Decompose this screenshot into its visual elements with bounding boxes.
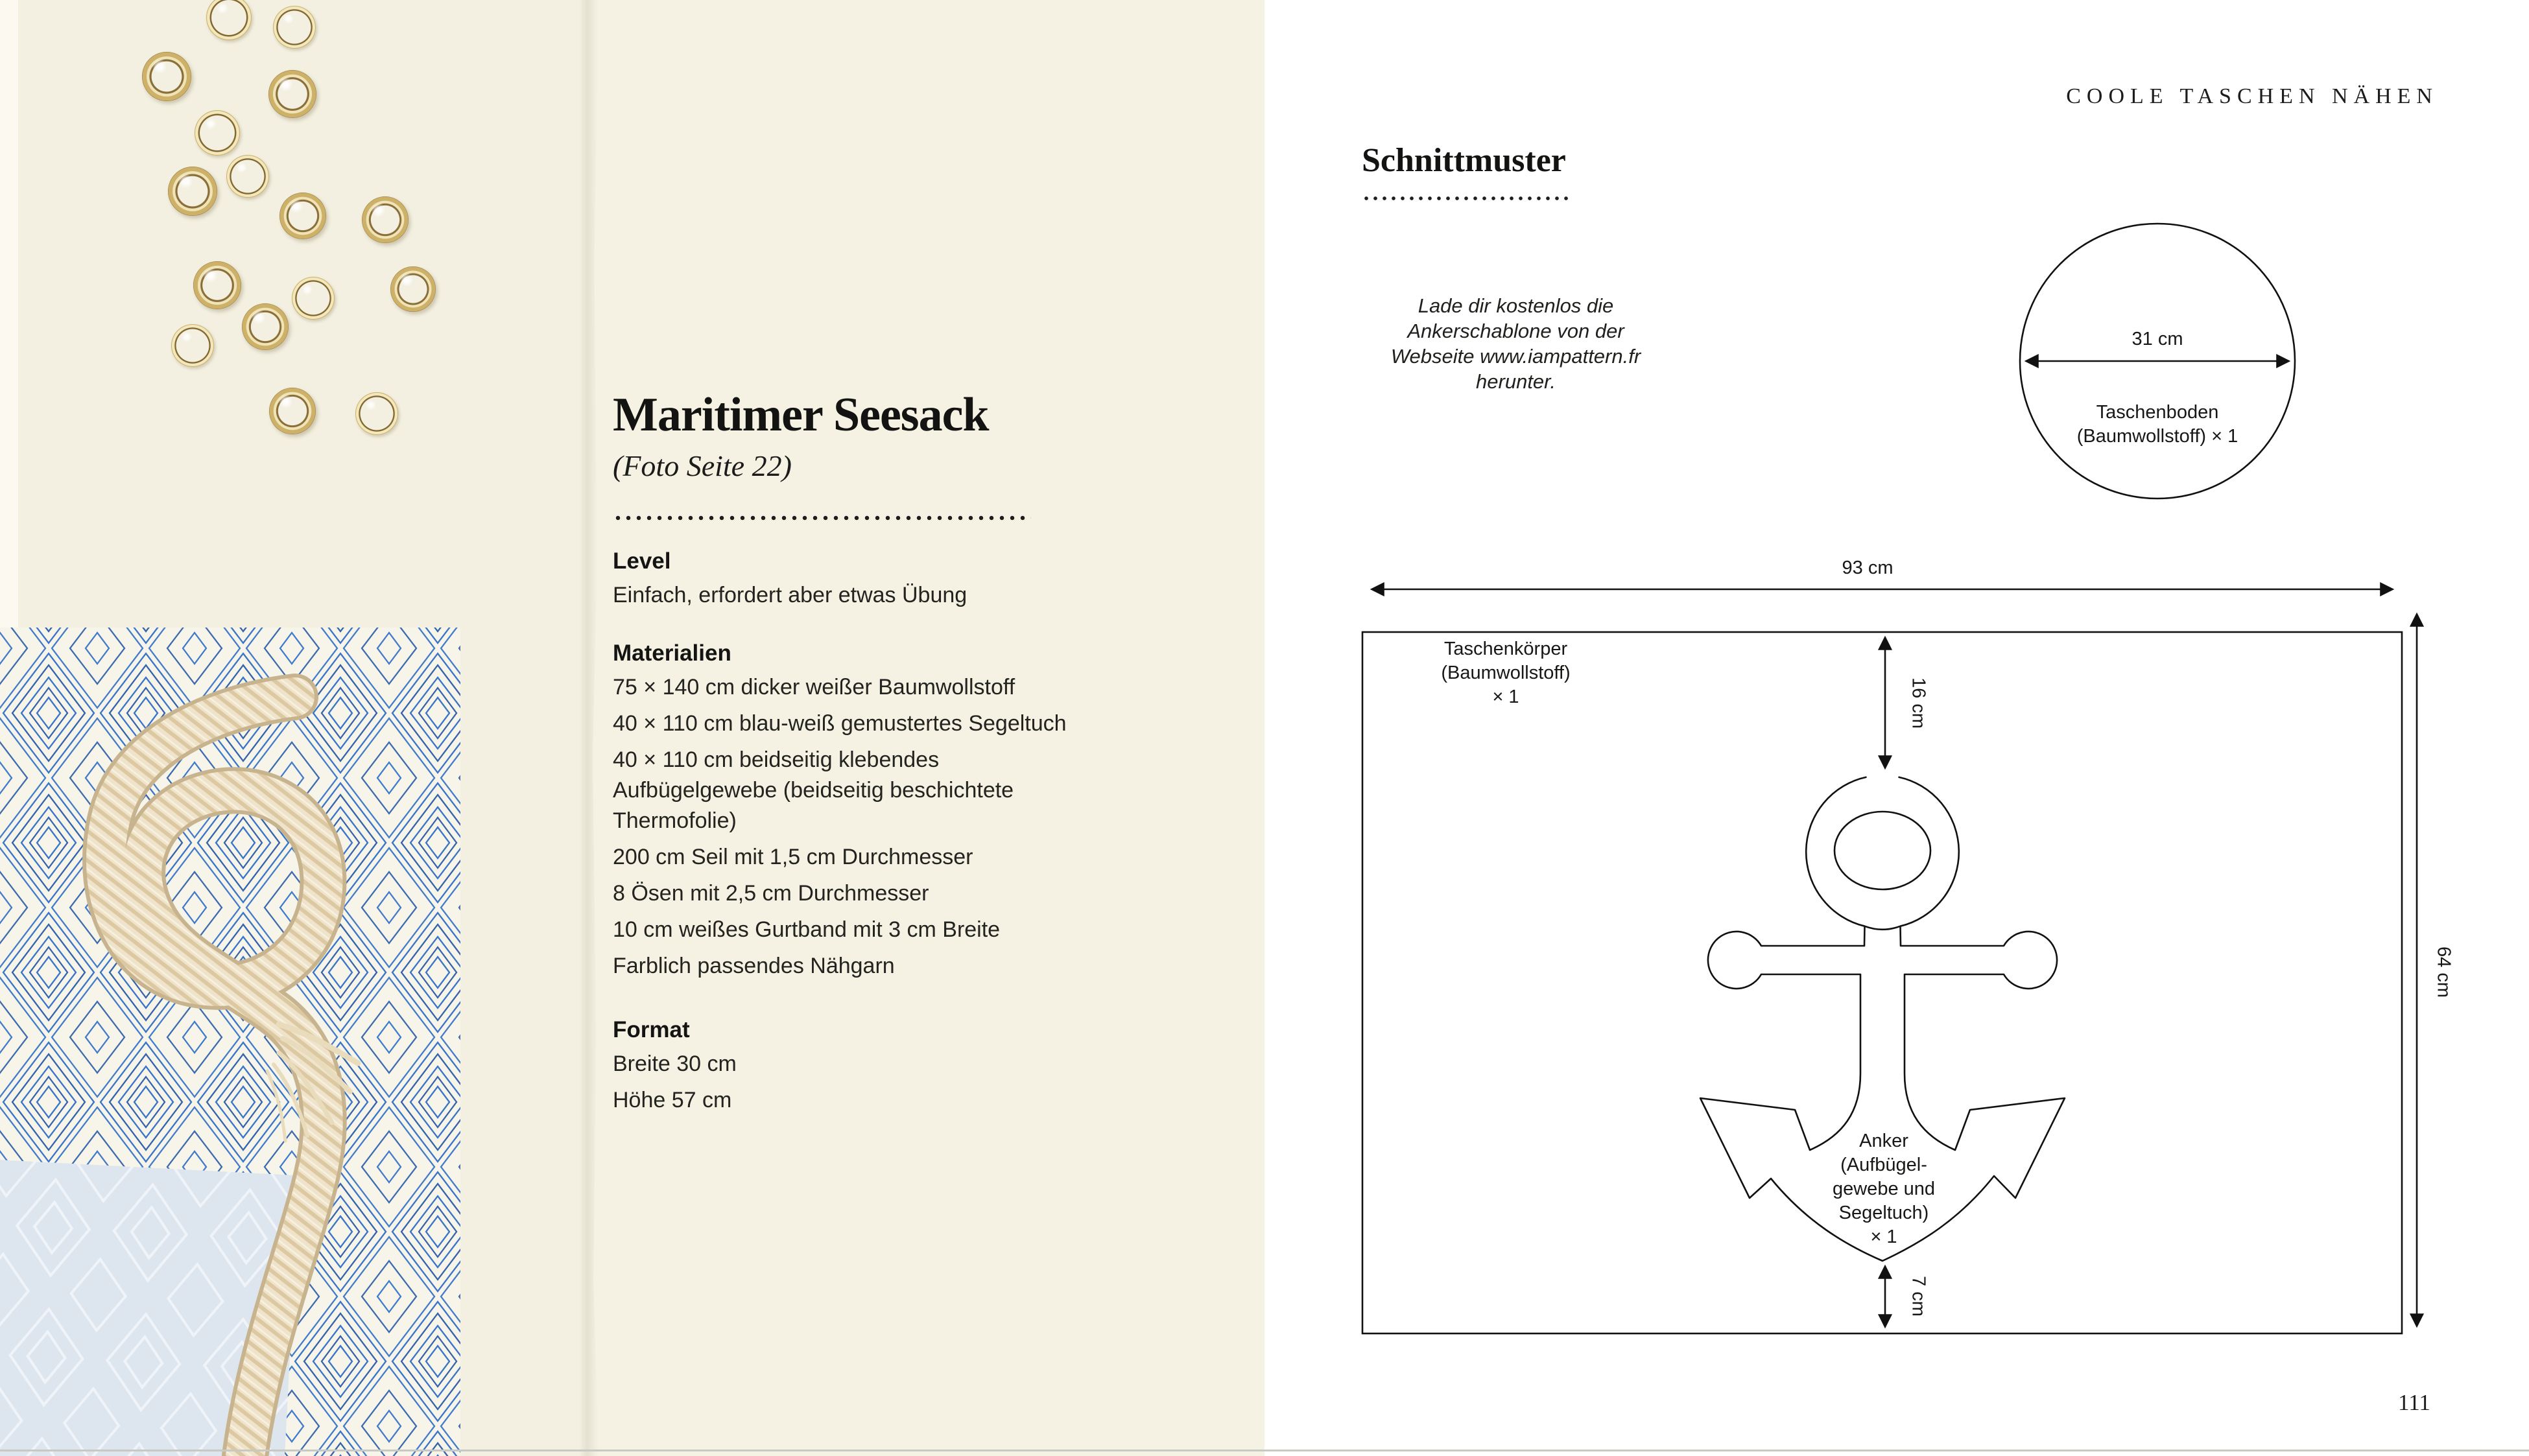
rect-height-label: 64 cm bbox=[2433, 946, 2454, 998]
grommet bbox=[193, 261, 241, 309]
page-title: Maritimer Seesack bbox=[613, 388, 989, 441]
label-line: Taschenboden bbox=[2096, 402, 2219, 423]
grommet bbox=[362, 196, 409, 243]
label-line: × 1 bbox=[1870, 1227, 1897, 1247]
grommet-ring bbox=[273, 6, 316, 49]
grommet-ring bbox=[226, 155, 269, 198]
anchor-piece-label bbox=[1787, 1129, 1981, 1249]
note-line: herunter. bbox=[1476, 370, 1556, 393]
dotted-rule bbox=[613, 515, 1031, 521]
circle-piece-label bbox=[2028, 401, 2287, 449]
materials-heading: Materialien bbox=[613, 640, 731, 666]
note-line: Lade dir kostenlos die bbox=[1418, 294, 1614, 317]
grommet-ring bbox=[292, 277, 335, 320]
material-item: 8 Ösen mit 2,5 cm Durchmesser bbox=[613, 881, 929, 906]
note-line: Ankerschablone von der bbox=[1407, 320, 1624, 342]
rect-top-offset-label: 16 cm bbox=[1908, 677, 1929, 729]
rect-piece-label bbox=[1408, 637, 1603, 709]
label-line: (Aufbügel- bbox=[1840, 1155, 1927, 1175]
label-line: Anker bbox=[1859, 1131, 1908, 1151]
label-line: × 1 bbox=[1492, 687, 1519, 707]
grommet bbox=[242, 303, 289, 350]
grommet bbox=[142, 52, 191, 101]
running-title: COOLE TASCHEN NÄHEN bbox=[2066, 84, 2438, 108]
material-item: 75 × 140 cm dicker weißer Baumwollstoff bbox=[613, 675, 1015, 699]
page-subtitle: (Foto Seite 22) bbox=[613, 449, 792, 482]
canvas-torn-edge bbox=[579, 0, 599, 1456]
label-line: Taschenkörper bbox=[1443, 639, 1568, 659]
circle-diameter-label: 31 cm bbox=[2131, 329, 2183, 349]
level-text: Einfach, erfordert aber etwas Übung bbox=[613, 583, 968, 607]
grommet bbox=[279, 193, 326, 239]
schnittmuster-heading: Schnittmuster bbox=[1362, 142, 1566, 179]
grommet bbox=[269, 388, 316, 434]
left-page bbox=[0, 0, 1264, 1456]
knotted-rope bbox=[0, 616, 590, 1456]
grommet bbox=[168, 167, 217, 216]
label-line: (Baumwollstoff) × 1 bbox=[2076, 426, 2238, 447]
recipe-column bbox=[613, 546, 1067, 1121]
page-bottom-edge bbox=[0, 1450, 2529, 1451]
label-line: (Baumwollstoff) bbox=[1441, 663, 1571, 683]
page-number: 111 bbox=[2398, 1390, 2430, 1415]
label-line: gewebe und bbox=[1832, 1179, 1936, 1199]
format-item: Breite 30 cm bbox=[613, 1051, 737, 1076]
grommet bbox=[268, 70, 316, 118]
format-heading: Format bbox=[613, 1017, 690, 1042]
grommet bbox=[390, 266, 436, 312]
material-item: 40 × 110 cm blau-weiß gemustertes Segeltuch bbox=[613, 711, 1067, 736]
format-item: Höhe 57 cm bbox=[613, 1088, 732, 1112]
rect-width-label: 93 cm bbox=[1842, 558, 1894, 578]
material-item: 40 × 110 cm beidseitig klebendes Aufbügelgewebe (beidseitig beschichtete Thermofolie) bbox=[613, 747, 1014, 833]
grommet-ring bbox=[171, 324, 214, 367]
material-item: 10 cm weißes Gurtband mit 3 cm Breite bbox=[613, 917, 1001, 942]
grommet-ring bbox=[355, 392, 398, 435]
label-line: Segeltuch) bbox=[1838, 1203, 1929, 1223]
level-heading: Level bbox=[613, 548, 671, 574]
note-line: Webseite www.iampattern.fr bbox=[1390, 345, 1641, 368]
material-item: Farblich passendes Nähgarn bbox=[613, 954, 895, 978]
grommet-ring bbox=[195, 110, 240, 156]
material-item: 200 cm Seil mit 1,5 cm Durchmesser bbox=[613, 845, 973, 869]
rect-bottom-offset-label: 7 cm bbox=[1908, 1276, 1929, 1317]
